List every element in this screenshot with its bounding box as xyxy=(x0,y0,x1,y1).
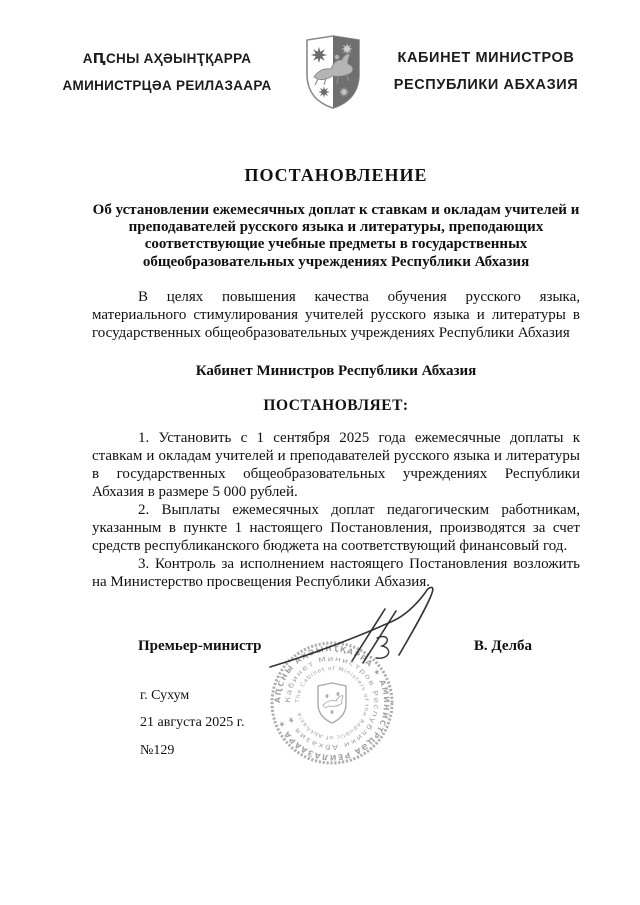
document-subject: Об установлении ежемесячных доплат к ставкам и окладам учителей и преподавателей русского языка и литературы, преподающих соответствующие учебные предметы в государственных общеобразовательных учреждениях Республики Абхазия xyxy=(92,202,580,270)
stamp-ring-outer-text: АԤСНЫ АҲӘЫНҬҚАРРА ★ АМИНИСТРЦӘА РЕИЛАЗААРА ★ xyxy=(272,643,392,763)
letterhead xyxy=(0,34,640,110)
org-name-russian-line2: РЕСПУБЛИКИ АБХАЗИЯ xyxy=(393,77,579,93)
stamp-center-crest xyxy=(318,683,346,723)
org-name-abkhaz-line1: АԤСНЫ АҲӘЫНҬҚАРРА xyxy=(82,51,252,66)
resolution-items xyxy=(92,429,580,591)
coat-of-arms-icon xyxy=(303,34,363,110)
signer-title: Премьер-министр xyxy=(138,637,262,654)
resolution-item-2: 2. Выплаты ежемесячных доплат педагогическим работникам, указанным в пункте 1 настоящего Постановления, производятся за счет средств республиканского бюджета на соответствующий финансовый год. xyxy=(92,501,580,554)
org-name-abkhaz xyxy=(51,45,283,99)
signature-flourish-icon xyxy=(255,583,441,679)
resolution-item-3: 3. Контроль за исполнением настоящего Постановления возложить на Министерство просвещения Республики Абхазия. xyxy=(92,555,580,590)
org-name-russian-line1: КАБИНЕТ МИНИСТРОВ xyxy=(397,50,575,66)
resolution-item-1: 1. Установить с 1 сентября 2025 года ежемесячные доплаты к ставкам и окладам учителей и преподавателей русского языка и литературы в государственных общеобразовательных учреждениях Республики Абхазия в размере 5 000 рублей. xyxy=(92,429,580,500)
stamp-ring-inner-text: The Cabinet of Ministers of the Republic of Abkhazia xyxy=(294,665,370,741)
preamble-paragraph: В целях повышения качества обучения русского языка, материального стимулирования учителей русского языка и литературы в государственных общеобразовательных учреждениях Республики Абхазия xyxy=(92,288,580,341)
signer-name: В. Делба xyxy=(473,637,532,654)
org-name-russian xyxy=(383,45,589,99)
resolution-keyword: ПОСТАНОВЛЯЕТ: xyxy=(263,396,409,414)
issuing-body-line: Кабинет Министров Республики Абхазия xyxy=(195,362,477,379)
date-line: 21 августа 2025 г. xyxy=(140,715,245,731)
stamp-ring-middle-text: Кабинет Министров Республики Абхазия ★ xyxy=(283,654,381,752)
document-number: №129 xyxy=(140,742,175,758)
org-name-abkhaz-line2: АМИНИСТРЦӘА РЕИЛАЗААРА xyxy=(62,78,272,93)
document-title: ПОСТАНОВЛЕНИЕ xyxy=(244,165,428,185)
place-line: г. Сухум xyxy=(140,687,190,703)
